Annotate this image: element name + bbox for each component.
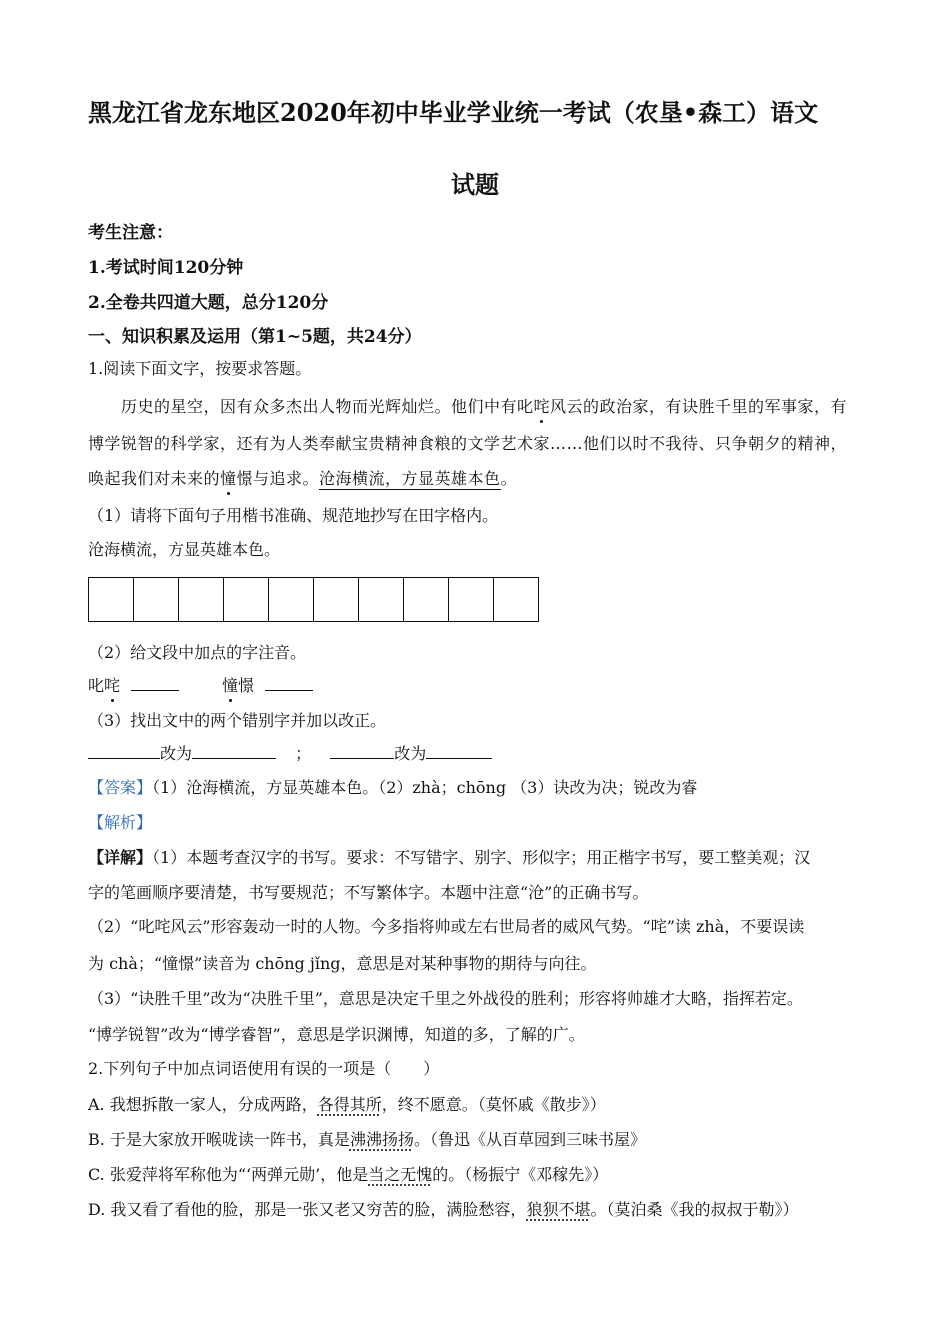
- detail-line-3: （2）“叱咤风云”形容轰动一时的人物。今多指将帅或左右世局者的威风气势。“咤”读 zhà，不要误读: [88, 917, 805, 936]
- detail-line-5: （3）“诀胜千里”改为“决胜千里”，意思是决定千里之外战役的胜利；形容将帅雄才大略，指挥若定。: [88, 989, 803, 1008]
- dotted-phrase: 沸沸扬扬: [349, 1130, 414, 1149]
- passage-text: 风云的政治家，有诀胜千里的军事家，有: [550, 397, 848, 416]
- dotted-char: 咤: [104, 673, 120, 696]
- q2-option-d[interactable]: [88, 1197, 798, 1220]
- grid-cell[interactable]: [404, 578, 449, 621]
- grid-cell[interactable]: [224, 578, 269, 621]
- semicolon: ；: [295, 744, 312, 763]
- q1-sub1: （1）请将下面句子用楷书准确、规范地抄写在田字格内。: [88, 506, 499, 525]
- pinyin-item-1: [88, 673, 179, 696]
- dotted-char: 憧: [220, 466, 237, 489]
- section-heading-1: 一、知识积累及运用（第1~5题，共24分）: [88, 327, 422, 347]
- passage-text: 憬与追求。: [236, 469, 320, 488]
- detail-text: （1）本题考查汉字的书写。要求：不写错字、别字、形似字；用正楷字书写，要工整美观；汉: [152, 848, 811, 867]
- option-text: B. 于是大家放开喉咙读一阵书，真是: [88, 1130, 350, 1149]
- char: 叱: [88, 676, 105, 695]
- q1-sub3: （3）找出文中的两个错别字并加以改正。: [88, 711, 387, 730]
- option-text: ，终不愿意。（莫怀戚《散步》）: [381, 1095, 606, 1114]
- option-text: A. 我想拆散一家人，分成两路，: [88, 1095, 318, 1114]
- passage-text: 。: [500, 469, 518, 488]
- char: 憬: [238, 676, 255, 695]
- wrong-char-blank-1[interactable]: [88, 744, 160, 759]
- doc-title-line1: 黑龙江省龙东地区2020年初中毕业学业统一考试（农垦•森工）语文: [88, 98, 819, 127]
- grid-cell[interactable]: [494, 578, 538, 621]
- dotted-char: 憧: [222, 673, 238, 696]
- detail-label: 【详解】: [88, 848, 153, 867]
- passage-line-1: [121, 394, 847, 417]
- passage-text: 唤起我们对未来的: [88, 469, 221, 488]
- option-text: 。（鲁迅《从百草园到三味书屋》: [413, 1130, 646, 1149]
- wrong-char-blank-2[interactable]: [330, 744, 394, 759]
- analysis-label: 【解析】: [88, 813, 153, 832]
- q1-sub1-sentence: 沧海横流，方显英雄本色。: [88, 540, 281, 559]
- notice-item-2: 2.全卷共四道大题，总分120分: [88, 293, 329, 313]
- option-text: C. 张爱萍将军称他为“‘两弹元勋’，他是: [88, 1165, 369, 1184]
- q1-stem: 1.阅读下面文字，按要求答题。: [88, 359, 312, 378]
- grid-cell[interactable]: [134, 578, 179, 621]
- correct-char-blank-1[interactable]: [192, 744, 276, 759]
- q2-option-b[interactable]: [88, 1127, 646, 1150]
- passage-line-2: 博学锐智的科学家，还有为人类奉献宝贵精神食粮的文学艺术家……他们以时不我待、只争朝夕的精神，: [88, 434, 848, 453]
- dotted-phrase: 当之无愧: [368, 1165, 433, 1184]
- correction-row: [88, 741, 492, 764]
- answer-label: 【答案】: [88, 778, 153, 797]
- answer-row: [88, 775, 697, 798]
- q2-option-c[interactable]: [88, 1162, 608, 1185]
- detail-line-2: 字的笔画顺序要清楚，书写要规范；不写繁体字。本题中注意“沧”的正确书写。: [88, 883, 649, 902]
- passage-text: 历史的星空，因有众多杰出人物而光辉灿烂。他们中有叱: [121, 397, 534, 416]
- correct-char-blank-2[interactable]: [426, 744, 492, 759]
- grid-cell[interactable]: [314, 578, 359, 621]
- q1-sub2: （2）给文段中加点的字注音。: [88, 643, 307, 662]
- dotted-char: 咤: [534, 394, 551, 417]
- notice-heading: 考生注意：: [88, 223, 173, 243]
- doc-title-line2: 试题: [451, 170, 499, 199]
- grid-cell[interactable]: [449, 578, 494, 621]
- option-text: 的。（杨振宁《邓稼先》）: [432, 1165, 609, 1184]
- tianzige-grid[interactable]: [88, 577, 539, 622]
- q2-option-a[interactable]: [88, 1092, 606, 1115]
- grid-cell[interactable]: [359, 578, 404, 621]
- pinyin-blank-1[interactable]: [131, 676, 179, 691]
- detail-line-1: [88, 845, 810, 868]
- dotted-phrase: 各得其所: [317, 1095, 382, 1114]
- option-text: 。（莫泊桑《我的叔叔于勒》）: [590, 1200, 799, 1219]
- notice-item-1: 1.考试时间120分钟: [88, 258, 244, 278]
- change-label: 改为: [394, 744, 427, 763]
- change-label: 改为: [160, 744, 193, 763]
- grid-cell[interactable]: [179, 578, 224, 621]
- passage-line-3: [88, 466, 517, 489]
- detail-line-4: 为 chà；“憧憬”读音为 chōng jǐng，意思是对某种事物的期待与向往。: [88, 954, 597, 973]
- grid-cell[interactable]: [269, 578, 314, 621]
- pinyin-item-2: [222, 673, 313, 696]
- dotted-phrase: 狼狈不堪: [526, 1200, 591, 1219]
- grid-cell[interactable]: [89, 578, 134, 621]
- option-text: D. 我又看了看他的脸，那是一张又老又穷苦的脸，满脸愁容，: [88, 1200, 527, 1219]
- pinyin-blank-2[interactable]: [265, 676, 313, 691]
- detail-line-6: “博学锐智”改为“博学睿智”，意思是学识渊博，知道的多，了解的广。: [88, 1025, 585, 1044]
- answer-text: （1）沧海横流，方显英雄本色。（2）zhà；chōng （3）诀改为决；锐改为睿: [152, 778, 698, 797]
- q2-stem: 2.下列句子中加点词语使用有误的一项是（ ）: [88, 1059, 440, 1078]
- underlined-sentence: 沧海横流，方显英雄本色: [319, 469, 501, 488]
